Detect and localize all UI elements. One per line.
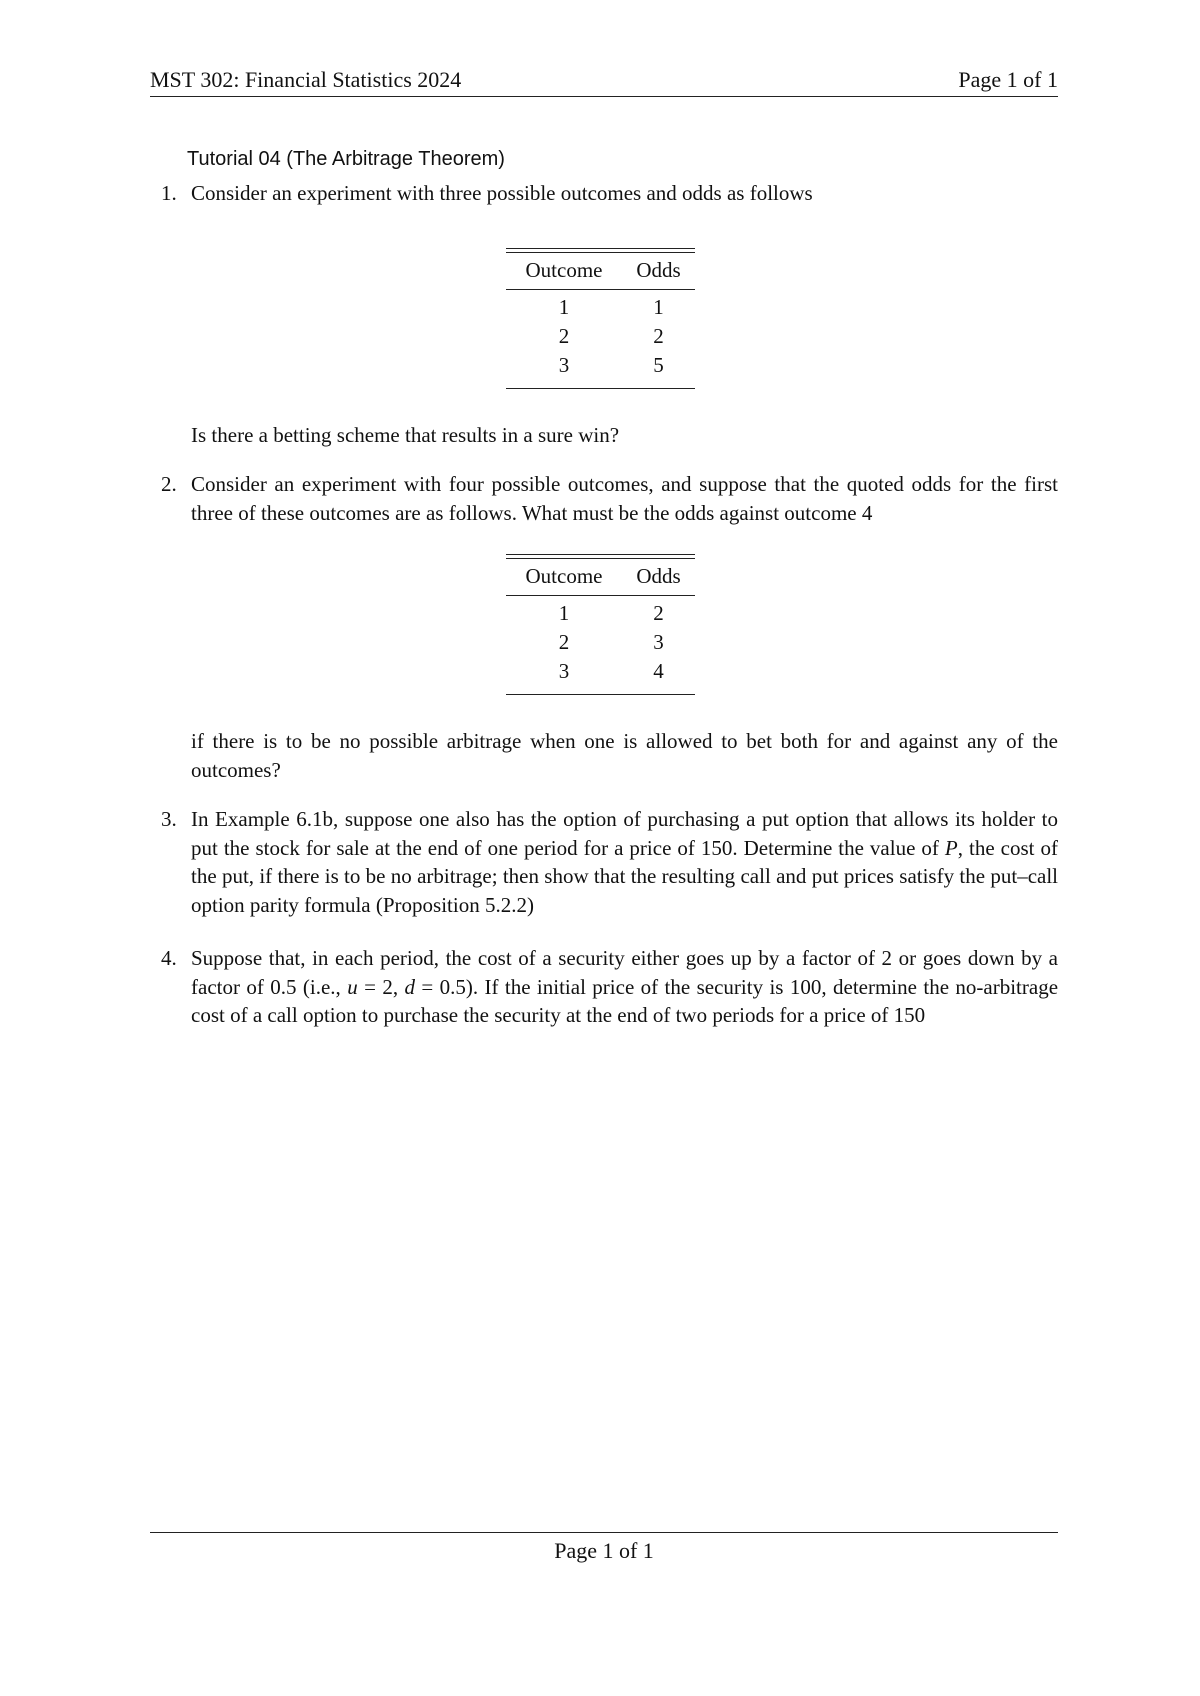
table-header-row bbox=[506, 253, 695, 289]
outcome-cell: 2 bbox=[558, 629, 570, 654]
math-variable-d: d bbox=[404, 974, 415, 999]
question-text-part: Suppose that, in each period, the cost of a security either goes up by a factor of 2 or goes down by a factor of 0.5 (i.e., bbox=[191, 946, 1058, 999]
question-number: 2. bbox=[161, 472, 177, 496]
odds-cell: 3 bbox=[653, 629, 664, 654]
table-row bbox=[506, 322, 695, 351]
tutorial-title: Tutorial 04 (The Arbitrage Theorem) bbox=[187, 148, 505, 170]
table-row bbox=[506, 351, 695, 380]
question-text-part: = 0.5). If the initial price of the security is 100, determine the no-arbitrage cost of a call option to purchase the security at the end of two periods for a price of 150 bbox=[191, 974, 1059, 1027]
odds-cell: 1 bbox=[653, 294, 664, 319]
table-row bbox=[506, 657, 695, 686]
table-row bbox=[506, 599, 695, 628]
question-text-part: , the cost of the put, if there is to be no arbitrage; then show that the resulting call and put prices satisfy the put–call option parity formula (Proposition 5.2.2) bbox=[191, 835, 1058, 917]
odds-cell: 2 bbox=[653, 323, 664, 348]
outcome-cell: 2 bbox=[558, 323, 570, 348]
question-text: Consider an experiment with three possible outcomes and odds as follows bbox=[191, 181, 813, 205]
question-2-followup: if there is to be no possible arbitrage when one is allowed to bet both for and against any of the outcomes? bbox=[191, 729, 1058, 782]
odds-cell: 5 bbox=[653, 352, 664, 377]
course-title: MST 302: Financial Statistics 2024 bbox=[150, 67, 462, 92]
header-page-number: Page 1 of 1 bbox=[958, 67, 1058, 92]
table-row bbox=[506, 293, 695, 322]
question-2 bbox=[150, 470, 1058, 527]
outcome-cell: 1 bbox=[558, 294, 570, 319]
table-row bbox=[506, 628, 695, 657]
table-header-row bbox=[506, 559, 695, 595]
odds-table-1 bbox=[506, 248, 695, 389]
table-bottom-rule bbox=[506, 694, 695, 695]
question-text bbox=[191, 944, 1058, 1030]
math-variable-u: u bbox=[347, 974, 358, 999]
running-header bbox=[150, 66, 1058, 94]
question-number: 3. bbox=[161, 807, 177, 831]
outcome-cell: 1 bbox=[558, 600, 570, 625]
question-4 bbox=[150, 944, 1058, 1030]
question-1 bbox=[150, 179, 1058, 208]
question-text-part: In Example 6.1b, suppose one also has the option of purchasing a put option that allows its holder to put the stock for sale at the end of one period for a price of 150. Determine the value of bbox=[191, 807, 1058, 860]
footer-rule bbox=[150, 1532, 1058, 1533]
question-text-part: = 2, bbox=[357, 974, 405, 999]
question-text bbox=[191, 805, 1058, 919]
odds-cell: 2 bbox=[653, 600, 664, 625]
odds-cell: 4 bbox=[653, 658, 664, 683]
math-variable-p: P bbox=[944, 835, 958, 860]
column-header-outcome: Outcome bbox=[525, 564, 603, 588]
table-body bbox=[506, 290, 695, 388]
question-1-followup: Is there a betting scheme that results in a sure win? bbox=[191, 423, 620, 447]
question-number: 4. bbox=[161, 946, 177, 970]
column-header-odds: Odds bbox=[636, 258, 681, 282]
outcome-cell: 3 bbox=[558, 658, 570, 683]
column-header-odds: Odds bbox=[636, 564, 681, 588]
question-text: Consider an experiment with four possible outcomes, and suppose that the quoted odds for the first three of these outcomes are as follows. What must be the odds against outcome 4 bbox=[191, 472, 1058, 525]
question-3 bbox=[150, 805, 1058, 919]
outcome-cell: 3 bbox=[558, 352, 570, 377]
odds-table-2 bbox=[506, 554, 695, 695]
table-bottom-rule bbox=[506, 388, 695, 389]
table-body bbox=[506, 596, 695, 694]
column-header-outcome: Outcome bbox=[525, 258, 603, 282]
question-number: 1. bbox=[161, 181, 177, 205]
footer-page-number: Page 1 of 1 bbox=[554, 1538, 654, 1563]
header-rule bbox=[150, 96, 1058, 97]
